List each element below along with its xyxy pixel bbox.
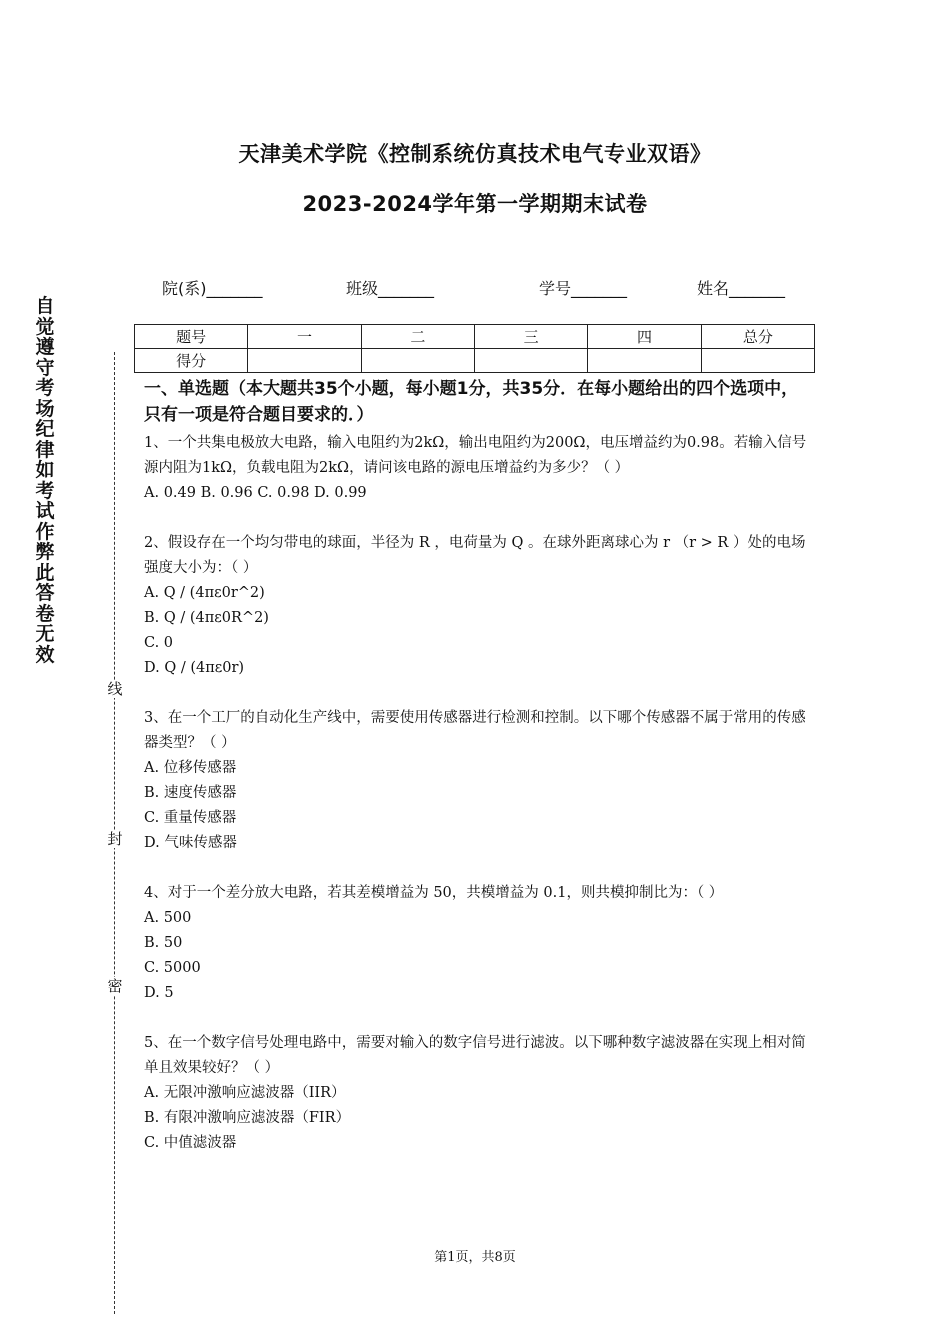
question-option: A. 位移传感器: [144, 760, 237, 776]
question-option: A. Q / (4πε0r^2): [144, 585, 265, 601]
binding-mark-line: 线: [104, 680, 126, 698]
question-stem: 4、对于一个差分放大电路，若其差模增益为 50，共模增益为 0.1，则共模抑制比为：（ ）: [144, 885, 724, 901]
question-1: [144, 431, 812, 506]
question-stem: 1、一个共集电极放大电路，输入电阻约为2kΩ，输出电阻约为200Ω，电压增益约为0.98。若输入信号源内阻为1kΩ，负载电阻为2kΩ，请问该电路的源电压增益约为多少？（ ）: [144, 435, 807, 476]
score-table-cell: [361, 349, 474, 373]
question-option: C. 中值滤波器: [144, 1135, 237, 1151]
student-id-field: 学号_______: [539, 279, 628, 298]
class-field: 班级_______: [346, 279, 435, 298]
score-table-cell: 三: [474, 325, 587, 349]
question-option: D. 气味传感器: [144, 835, 237, 851]
score-table-score-row: [135, 349, 815, 373]
question-option: D. Q / (4πε0r): [144, 660, 245, 676]
question-option: B. 50: [144, 935, 183, 951]
score-table-cell: 总分: [701, 325, 814, 349]
side-notice: 自觉遵守考场纪律如考试作弊此答卷无效: [35, 295, 55, 666]
exam-title-line2: 2023-2024学年第一学期期末试卷: [302, 192, 648, 216]
score-table-cell: 得分: [135, 349, 248, 373]
question-option: C. 重量传感器: [144, 810, 237, 826]
student-info-row: [0, 276, 950, 298]
question-stem: 5、在一个数字信号处理电路中，需要对输入的数字信号进行滤波。以下哪种数字滤波器在实现上相对简单且效果较好？（ ）: [144, 1035, 806, 1076]
score-table-cell: [474, 349, 587, 373]
question-option: B. Q / (4πε0R^2): [144, 610, 269, 626]
question-stem: 3、在一个工厂的自动化生产线中，需要使用传感器进行检测和控制。以下哪个传感器不属于常用的传感器类型？（ ）: [144, 710, 806, 751]
score-table-cell: [248, 349, 361, 373]
question-option: B. 有限冲激响应滤波器（FIR）: [144, 1110, 351, 1126]
question-option: A. 500: [144, 910, 192, 926]
question-stem: 2、假设存在一个均匀带电的球面，半径为 R ，电荷量为 Q 。在球外距离球心为 r （r > R ）处的电场强度大小为：（ ）: [144, 535, 806, 576]
score-table-cell: 四: [588, 325, 701, 349]
page-footer: 第1页，共8页: [434, 1250, 516, 1265]
question-5: [144, 1031, 812, 1156]
question-option: A. 0.49 B. 0.96 C. 0.98 D. 0.99: [144, 485, 367, 501]
question-option: B. 速度传感器: [144, 785, 237, 801]
question-option: C. 0: [144, 635, 174, 651]
score-table-cell: [701, 349, 814, 373]
score-table-cell: [588, 349, 701, 373]
binding-mark-seal: 封: [104, 830, 126, 848]
score-table-header-row: [135, 325, 815, 349]
exam-title-line1: 天津美术学院《控制系统仿真技术电气专业双语》: [238, 142, 712, 166]
score-table: [134, 324, 815, 373]
question-2: [144, 531, 812, 681]
exam-content: [144, 376, 812, 1181]
score-table-cell: 题号: [135, 325, 248, 349]
question-4: [144, 881, 812, 1006]
question-option: D. 5: [144, 985, 174, 1001]
question-option: C. 5000: [144, 960, 201, 976]
department-field: 院(系)_______: [162, 279, 263, 298]
score-table-cell: 二: [361, 325, 474, 349]
name-field: 姓名_______: [697, 279, 786, 298]
question-option: A. 无限冲激响应滤波器（IIR）: [144, 1085, 346, 1101]
score-table-cell: 一: [248, 325, 361, 349]
binding-mark-secret: 密: [104, 977, 126, 995]
question-3: [144, 706, 812, 856]
section-heading: 一、单选题（本大题共35个小题，每小题1分，共35分．在每小题给出的四个选项中，只有一项是符合题目要求的．）: [144, 379, 799, 425]
